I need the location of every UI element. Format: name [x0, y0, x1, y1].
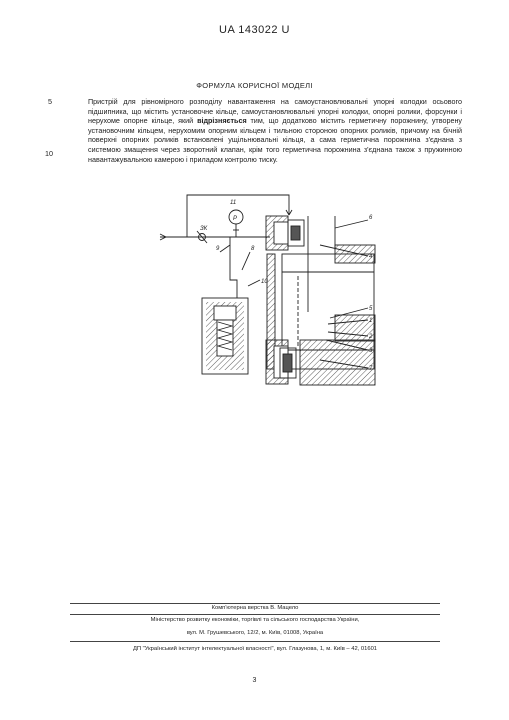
label-5: 5	[369, 306, 373, 312]
label-zk: ЗК	[200, 226, 208, 232]
patent-number-header: UA 143022 U	[219, 24, 290, 36]
section-title: ФОРМУЛА КОРИСНОЇ МОДЕЛІ	[196, 81, 313, 90]
label-3: 3	[369, 348, 373, 354]
claim-bold-keyword: відрізняється	[197, 116, 247, 126]
footer-ministry: Міністерство розвитку економіки, торгівлі та сільського господарства України,	[150, 617, 360, 623]
label-11: 11	[230, 200, 237, 206]
technical-drawing	[150, 190, 390, 400]
footer-institute: ДП "Український інститут інтелектуальної власності", вул. Глазунова, 1, м. Київ – 42, 01601	[132, 646, 378, 652]
footer-rule-middle	[70, 614, 440, 615]
footer-rule-top	[70, 603, 440, 604]
label-9: 9	[216, 246, 220, 252]
line-number-10: 10	[45, 149, 53, 158]
page-number: 3	[252, 677, 257, 684]
footer-composer: Комп'ютерна верстка В. Мацело	[211, 605, 299, 611]
label-1: 1	[369, 318, 373, 324]
claim-paragraph	[88, 97, 462, 164]
branch-line	[230, 237, 237, 298]
claim-text-start: Пристрій для рівномірного розподілу навантаження на самоустановлювальні упорні колодки осьового підшипника, що містить установочне кільце, самоустановлювальні упорні колодки, опорні ролики, форсунки і нерухоме опорне кільце, який	[88, 97, 462, 126]
label-10: 10	[261, 279, 268, 285]
label-2: 2	[369, 334, 373, 340]
label-7: 7	[369, 366, 373, 372]
footer-rule-bottom	[70, 641, 440, 642]
label-4: 4	[369, 254, 373, 260]
claim-text-end: тим, що додатково містить герметичну порожнину, утворену установочним кільцем, нерухомим опорним кільцем і тильною стороною опорних роликів, причому на бічній поверхні опорних роликів встановлені ущільнювальні кільця, а сама герметична порожнина з'єднана з системою змащення через зворотний клапан, крім того герметична порожнина з'єднана також з пружинною навантажувальною камерою і приладом контролю тиску.	[88, 116, 463, 164]
label-8: 8	[251, 246, 255, 252]
line-number-5: 5	[48, 97, 52, 106]
label-6: 6	[369, 215, 373, 221]
label-p: P	[233, 216, 238, 222]
footer-address: вул. М. Грушевського, 12/2, м. Київ, 01008, Україна	[186, 630, 324, 636]
